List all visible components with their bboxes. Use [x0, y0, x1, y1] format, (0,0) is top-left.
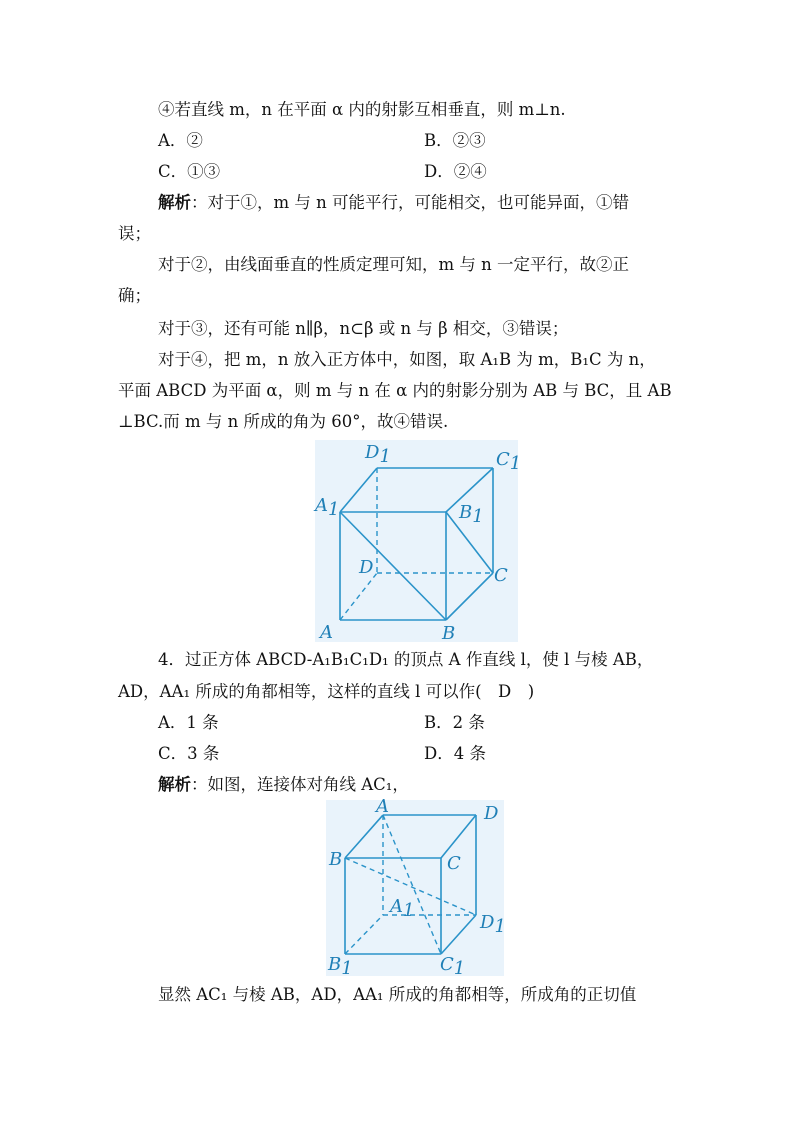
choice-c: C．3 条: [158, 744, 220, 763]
choice-d: D．4 条: [424, 744, 486, 763]
analysis-paragraph-2: [158, 774, 409, 796]
text-line: AD，AA₁ 所成的角都相等，这样的直线 l 可以作( D ): [118, 682, 535, 701]
vertex-label-d1: D1: [365, 442, 391, 467]
vertex-label-b1: B1: [459, 502, 484, 527]
text-line: 显然 AC₁ 与棱 AB，AD，AA₁ 所成的角都相等，所成角的正切值: [158, 985, 637, 1004]
analysis-label: 解析: [158, 193, 191, 212]
choice-a: A．1 条: [158, 713, 219, 732]
vertex-label-b: B: [442, 623, 456, 644]
problem-option-4: ④若直线 m，n 在平面 α 内的射影互相垂直，则 m⊥n.: [158, 100, 566, 119]
analysis-paragraph-1: [158, 192, 629, 214]
vertex-label-a: A: [320, 622, 333, 643]
vertex-label-a1: A1: [390, 896, 415, 921]
text-line: 误；: [118, 224, 151, 243]
cube-figure-2: [326, 796, 506, 979]
text-line: 平面 ABCD 为平面 α，则 m 与 n 在 α 内的射影分别为 AB 与 BC，且 AB: [118, 381, 672, 400]
vertex-label-b: B: [329, 849, 343, 870]
text-line: ⊥BC.而 m 与 n 所成的角为 60°，故④错误.: [118, 412, 449, 431]
vertex-label-c: C: [447, 853, 461, 874]
vertex-label-a1: A1: [315, 495, 340, 520]
choice-a: A．②: [158, 131, 203, 150]
vertex-label-d: D: [359, 557, 374, 578]
vertex-label-c: C: [494, 565, 508, 586]
vertex-label-b1: B1: [328, 954, 353, 979]
choice-d: D．②④: [424, 162, 487, 181]
vertex-label-d: D: [484, 803, 499, 824]
analysis-text: ：如图，连接体对角线 AC₁，: [191, 775, 409, 794]
text-line: 对于③，还有可能 n∥β，n⊂β 或 n 与 β 相交，③错误；: [158, 319, 569, 338]
cube-figure-1: [315, 440, 522, 644]
figure-background: [315, 440, 518, 642]
vertex-label-c1: C1: [440, 954, 466, 979]
text-line: 确；: [118, 286, 151, 305]
vertex-label-c1: C1: [496, 449, 522, 474]
text-line: 对于②，由线面垂直的性质定理可知，m 与 n 一定平行，故②正: [158, 255, 630, 274]
choice-c: C．①③: [158, 162, 221, 181]
analysis-text: ：对于①，m 与 n 可能平行，可能相交，也可能异面，①错: [191, 193, 630, 212]
problem-4-stem: 4．过正方体 ABCD-A₁B₁C₁D₁ 的顶点 A 作直线 l，使 l 与棱 AB，: [158, 650, 654, 669]
text-line: 对于④，把 m，n 放入正方体中，如图，取 A₁B 为 m，B₁C 为 n，: [158, 350, 656, 369]
vertex-label-a: A: [376, 796, 389, 817]
choice-b: B．2 条: [424, 713, 485, 732]
analysis-label: 解析: [158, 775, 191, 794]
vertex-label-d1: D1: [480, 912, 506, 937]
choice-b: B．②③: [424, 131, 486, 150]
